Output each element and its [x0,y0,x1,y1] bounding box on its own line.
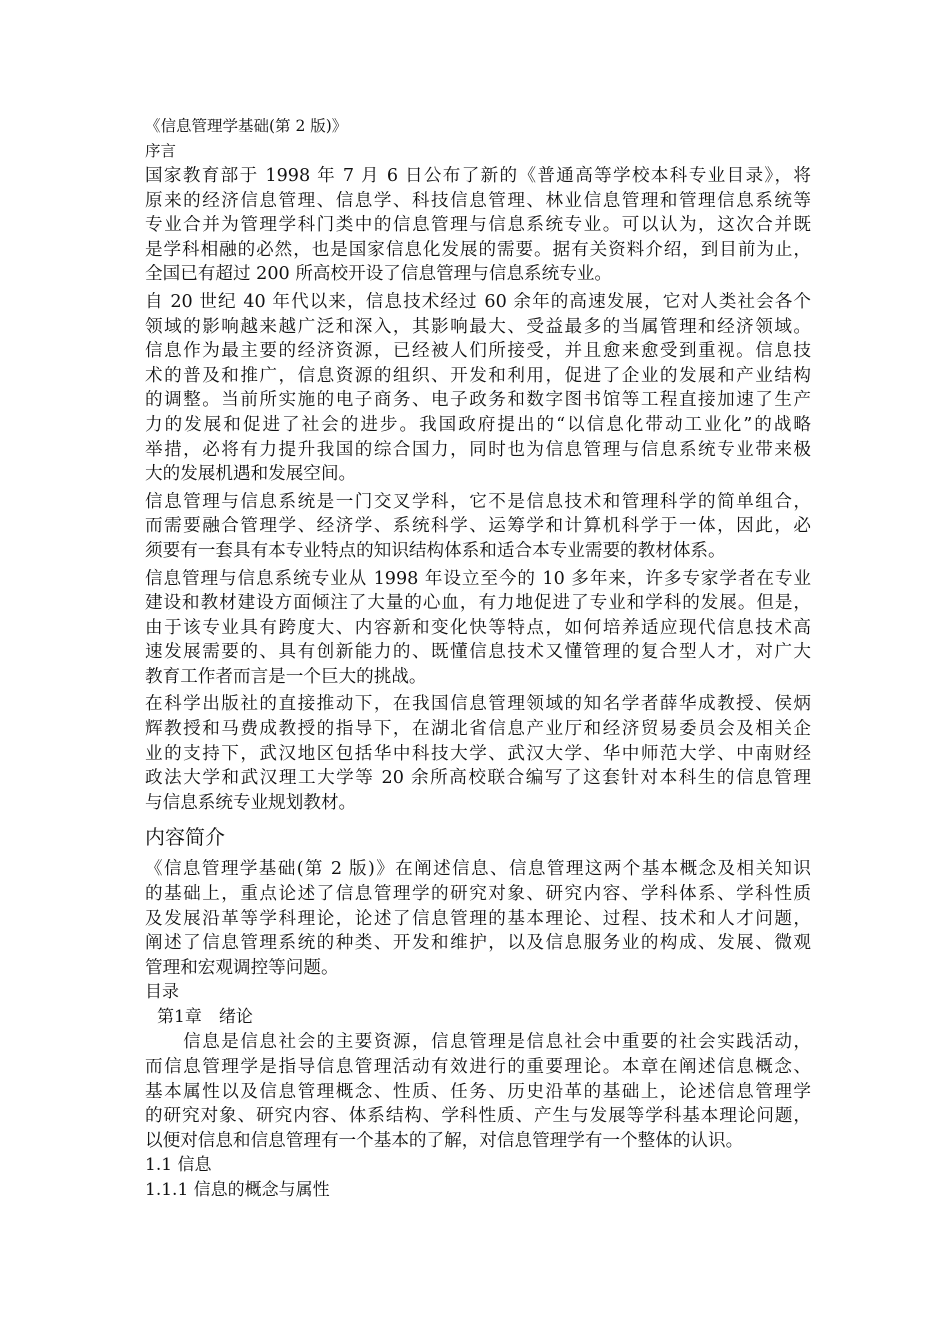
text-line: 国家教育部于 1998 年 7 月 6 日公布了新的《普通高等学校本科专业目录》，将 [145,166,811,186]
text-line: 建设和教材建设方面倾注了大量的心血，有力地促进了专业和学科的发展。但是， [145,593,811,614]
text-line: 的调整。当前所实施的电子商务、电子政务和数字图书馆等工程直接加速了生产 [145,390,811,411]
text-line: 术的普及和推广，信息资源的组织、开发和利用，促进了企业的发展和产业结构 [145,365,811,386]
text-line: 领域的影响越来越广泛和深入，其影响最大、受益最多的当属管理和经济领域。 [145,316,811,337]
text-line: 教育工作者而言是一个巨大的挑战。 [145,666,427,687]
preface-paragraph-3 [145,490,811,564]
preface-paragraph-2 [145,290,811,487]
text-line: 须要有一套具有本专业特点的知识结构体系和适合本专业需要的教材体系。 [145,540,726,561]
preface-heading: 序言 [145,142,177,160]
text-line: 大的发展机遇和发展空间。 [145,464,357,485]
preface-paragraph-5 [145,692,811,815]
summary-heading: 内容简介 [145,825,225,850]
text-line: 原来的经济信息管理、信息学、科技信息管理、林业信息管理和管理信息系统等 [145,190,811,211]
text-line: 速发展需要的、具有创新能力的、既懂信息技术又懂管理的复合型人才，对广大 [145,642,811,663]
text-line: 与信息系统专业规划教材。 [145,792,357,813]
text-line: 专业合并为管理学科门类中的信息管理与信息系统专业。可以认为，这次合并既 [145,215,811,236]
text-line: 以便对信息和信息管理有一个基本的了解，对信息管理学有一个整体的认识。 [145,1130,744,1151]
text-line: 及发展沿革等学科理论，论述了信息管理的基本理论、过程、技术和人才问题， [145,908,811,929]
text-line: 《信息管理学基础(第 2 版)》在阐述信息、信息管理这两个基本概念及相关知识 [145,859,811,880]
text-line: 在科学出版社的直接推动下，在我国信息管理领域的知名学者薛华成教授、侯炳 [145,694,811,715]
text-line: 自 20 世纪 40 年代以来，信息技术经过 60 余年的高速发展，它对人类社会各个 [145,291,811,312]
text-line: 力的发展和促进了社会的进步。我国政府提出的“以信息化带动工业化”的战略 [145,414,811,435]
chapter-intro-paragraph [145,1030,811,1153]
text-line: 基本属性以及信息管理概念、性质、任务、历史沿革的基础上，论述信息管理学 [145,1081,811,1102]
section-heading-1-1-1: 1.1.1 信息的概念与属性 [145,1180,330,1201]
text-line: 管理和宏观调控等问题。 [145,957,339,978]
text-line: 辉教授和马费成教授的指导下，在湖北省信息产业厅和经济贸易委员会及相关企 [145,719,811,740]
chapter-title: 第1章 绪论 [157,1007,253,1028]
text-line: 阐述了信息管理系统的种类、开发和维护，以及信息服务业的构成、发展、微观 [145,933,811,954]
text-line: 信息管理与信息系统专业从 1998 年设立至今的 10 多年来，许多专家学者在专业 [145,568,811,589]
text-line: 举措，必将有力提升我国的综合国力，同时也为信息管理与信息系统专业带来极 [145,439,811,460]
book-title: 《信息管理学基础(第 2 版)》 [145,117,348,135]
preface-paragraph-4 [145,567,811,690]
text-line: 政法大学和武汉理工大学等 20 余所高校联合编写了这套针对本科生的信息管理 [145,768,811,789]
text-line: 的基础上，重点论述了信息管理学的研究对象、研究内容、学科体系、学科性质 [145,884,811,905]
text-line: 而信息管理学是指导信息管理活动有效进行的重要理论。本章在阐述信息概念、 [145,1057,811,1077]
preface-paragraph-1 [145,164,811,287]
summary-paragraph [145,857,811,980]
text-line: 信息是信息社会的主要资源，信息管理是信息社会中重要的社会实践活动， [145,1032,811,1053]
section-heading-1-1: 1.1 信息 [145,1155,212,1176]
text-line: 信息管理与信息系统是一门交叉学科，它不是信息技术和管理科学的简单组合， [145,491,811,512]
text-line: 由于该专业具有跨度大、内容新和变化快等特点，如何培养适应现代信息技术高 [145,617,811,638]
text-line: 而需要融合管理学、经济学、系统科学、运筹学和计算机科学于一体，因此，必 [145,516,811,537]
text-line: 是学科相融的必然，也是国家信息化发展的需要。据有关资料介绍，到目前为止， [145,239,811,260]
document-page [145,114,811,1203]
text-line: 的研究对象、研究内容、体系结构、学科性质、产生与发展等学科基本理论问题， [145,1106,811,1127]
text-line: 全国已有超过 200 所高校开设了信息管理与信息系统专业。 [145,264,613,285]
text-line: 信息作为最主要的经济资源，已经被人们所接受，并且愈来愈受到重视。信息技 [145,341,811,362]
toc-heading: 目录 [145,982,179,1003]
text-line: 业的支持下，武汉地区包括华中科技大学、武汉大学、华中师范大学、中南财经 [145,743,811,764]
